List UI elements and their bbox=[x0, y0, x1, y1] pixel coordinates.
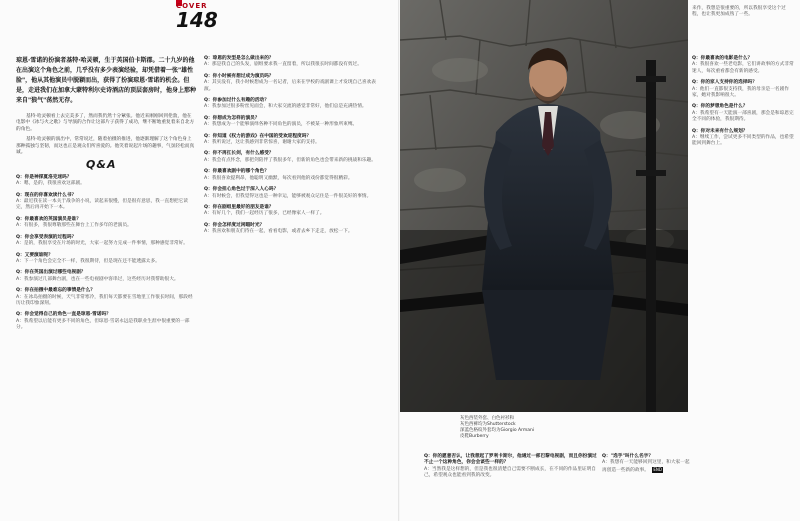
answer: A：是的，我很享受在片场的时光，大家一起努力完成一件事情，那种感觉非常好。 bbox=[16, 241, 188, 247]
answer: A：有好几个，我们一起经历了很多，已经像家人一样了。 bbox=[204, 211, 325, 217]
answer-text: A：我想有一天能够回到这里，和大家一起再创造一些新的故事。 bbox=[602, 460, 690, 473]
question: Q：琼恩的发型是怎么做出来的？ bbox=[204, 56, 274, 61]
question: Q：你最喜欢的电影是什么？ bbox=[692, 56, 753, 61]
qa-item bbox=[204, 187, 384, 200]
question: Q：你在剧组里最好的朋友是谁？ bbox=[204, 204, 274, 210]
question: Q：你的家人支持你的选择吗？ bbox=[692, 80, 757, 86]
credit-line: 皮鞋Burberry bbox=[460, 434, 489, 439]
right-page-column bbox=[692, 56, 794, 153]
fashion-credits bbox=[460, 416, 534, 440]
question: Q：你小时候有想过成为演员吗？ bbox=[204, 73, 274, 79]
answer: A：当然我是这样想的，但是我也很清楚自己需要不断成长，在不同的作品里证明自己，希望观众也能看到我的改变。 bbox=[424, 466, 596, 479]
qa-item bbox=[204, 116, 384, 129]
question: Q：你知道《权力的游戏》在中国的受欢迎程度吗？ bbox=[204, 133, 312, 139]
qna-heading: Q&A bbox=[86, 158, 117, 172]
question: Q：你在英国出演过哪些电视剧？ bbox=[16, 270, 86, 276]
question: Q：你参加过什么有趣的活动？ bbox=[204, 98, 269, 104]
intro-paragraph: 基特·哈灵顿的演出中，常常说过，随着拍摄的推进，他逐渐理解了这个角色身上那种孤独与坚韧，而这也正是观众们所喜爱的。他笑着说起片场的趣事，气氛轻松而真诚。 bbox=[16, 137, 195, 156]
question: Q：你的梦想角色是什么？ bbox=[692, 104, 748, 110]
qa-item bbox=[16, 288, 196, 307]
qa-item bbox=[204, 151, 384, 164]
qa-item bbox=[16, 253, 196, 266]
answer: A：我很喜欢提利昂，他聪明又幽默，每次看到他的戏份都觉得很精彩。 bbox=[204, 175, 353, 181]
question: Q：你会觉得自己的角色一直是琼恩·雪诺吗？ bbox=[16, 312, 111, 318]
qa-item bbox=[16, 235, 196, 248]
credit-line: 深蓝色格纹外套均为Giorgio Armani bbox=[460, 428, 535, 433]
question: Q："选手"叫什么名字？ bbox=[602, 454, 654, 459]
end-mark: END bbox=[653, 466, 662, 472]
qa-item bbox=[16, 217, 196, 230]
page-number: 148 bbox=[176, 8, 218, 32]
answer: A：有很多，我很尊敬那些在舞台上工作多年的老演员。 bbox=[16, 223, 132, 229]
question: Q：你是神探夏洛克迷吗？ bbox=[16, 174, 72, 180]
qa-item bbox=[204, 98, 384, 111]
credit-line: 灰色西裤均为Shutterstock bbox=[460, 422, 516, 427]
question: Q：你不再扛长剑，有什么感受？ bbox=[204, 151, 274, 157]
section-tag: COVER bbox=[176, 2, 208, 10]
question: Q：你最喜欢的英国演员是谁？ bbox=[16, 216, 81, 222]
bottom-qa-left bbox=[424, 454, 598, 480]
answer: A：那是我自己的头发，剧组要求我一直留着，所以我很长时间都没有剪过。 bbox=[204, 62, 362, 68]
answer: A：我参加过很多粉丝见面会，和大家交流的感觉非常好，他们总是充满热情。 bbox=[204, 104, 367, 110]
page-header bbox=[176, 2, 218, 32]
answer: A：我希望有一天能演一部喜剧，那会是和琼恩完全不同的体验，我很期待。 bbox=[692, 110, 794, 123]
left-column bbox=[16, 56, 196, 337]
question: Q：现在的你喜欢读什么书？ bbox=[16, 192, 77, 198]
qa-item bbox=[204, 223, 384, 236]
answer: A：下一个角色会完全不一样，我很期待，但是现在还不能透露太多。 bbox=[16, 258, 160, 264]
question: Q：又要演谁呢？ bbox=[16, 252, 53, 258]
qa-item bbox=[204, 169, 384, 182]
answer: A：在冰岛拍摄的时候，天气非常寒冷，我们每天都要在雪地里工作很长时间，那段经历让我印象深刻。 bbox=[16, 294, 193, 306]
right-page bbox=[400, 0, 800, 521]
qa-item bbox=[204, 205, 384, 218]
qa-item bbox=[16, 312, 196, 331]
photo-illustration bbox=[400, 0, 688, 412]
intro-paragraph: 基特·哈灵顿看上去完美多了，然而我仍然十分紧张。他近来刚刚回到伦敦，他在电影中《冰与火之歌》与导演的合作让这部片子获得了成功，继不断地重复着来自北方的角色。 bbox=[16, 114, 195, 132]
qa-item bbox=[16, 193, 196, 212]
answer: A：我听说过，这让我感到非常惊喜，谢谢大家的支持。 bbox=[204, 140, 320, 146]
portrait-photo bbox=[400, 0, 688, 412]
right-column bbox=[204, 56, 384, 241]
credit-line: 灰色西装外套、白色衬衫和 bbox=[460, 416, 514, 421]
lead-paragraph: 琼恩·雪诺的扮演者基特·哈灵顿，生于英国伯卡斯郡。二十九岁的他在出演这个角色之前，几乎没有多少表演经验，却凭借着一张"雄性脸"，他从其他演员中脱颖而出，获得了扮演琼恩·雪诺的机会。但是，走进我们在加拿大蒙特利尔史诗酒店的顶层套房时，他身上那种来自"狼气"荡然无存。 bbox=[16, 57, 197, 104]
answer: A：他们一直都很支持我，我的母亲是一名剧作家，她对我影响很大。 bbox=[692, 86, 789, 99]
answer bbox=[602, 460, 692, 474]
qa-item bbox=[692, 56, 794, 75]
answer: A：我希望以后能有更多不同的角色，但琼恩·雪诺永远是我职业生涯中很重要的一部分。 bbox=[16, 318, 190, 331]
question: Q：你最喜欢剧中的哪个角色？ bbox=[204, 169, 269, 175]
answer: A：我参演过几部舞台剧，也在一些电视剧中客串过，这些经历对我帮助很大。 bbox=[16, 276, 179, 282]
answer: A：我想成为一个能够演绎各种不同角色的演员，不被某一种形象所束缚。 bbox=[204, 122, 358, 128]
qa-item bbox=[692, 80, 794, 99]
question: Q：你会享受表演的过程吗？ bbox=[16, 234, 77, 240]
qa-item bbox=[692, 104, 794, 123]
qa-item bbox=[16, 270, 196, 283]
answer: A：我喜欢和朋友们待在一起，看看电影，或者去乡下走走，放松一下。 bbox=[204, 229, 353, 235]
answer: A：嗯，是的，我很喜欢这部剧。 bbox=[16, 181, 85, 187]
qa-item bbox=[204, 74, 384, 93]
qa-item bbox=[692, 129, 794, 148]
question: Q：你想成为怎样的演员？ bbox=[204, 115, 260, 121]
answer: A：其实没有，我小时候想成为一名记者，后来在学校的戏剧课上才发现自己喜欢表演。 bbox=[204, 80, 376, 92]
question: Q：你会怎样度过闲暇时光？ bbox=[204, 222, 265, 228]
question: Q：你的愿意否认，让我想起了罗利卡斯尔，他通过一部巴黎电视剧，而且你扮演过不止一个这种角色，你会会谈些一样的？ bbox=[424, 454, 597, 466]
right-top-text: 来作，我想是很重要的，所以我很享受这个过程，也让我更加成熟了一些。 bbox=[692, 6, 786, 18]
answer: A：我很喜欢一些老电影，它们讲故事的方式非常迷人，每次重看都会有新的感受。 bbox=[692, 62, 794, 74]
bottom-qa-right bbox=[602, 454, 692, 474]
answer: A：继续工作，尝试更多不同类型的作品，也希望能回到舞台上。 bbox=[692, 135, 794, 147]
answer: A：最近我在读一本关于战争的小说，读起来很慢，但是很有意思，我一直想把它读完，然后再开始下一本。 bbox=[16, 199, 188, 211]
qa-item bbox=[204, 56, 384, 69]
qa-item bbox=[204, 134, 384, 147]
qa-item bbox=[16, 175, 196, 188]
answer: A：有时候会，但我觉得这也是一种幸运，能够被观众记住是一件很美好的事情。 bbox=[204, 193, 372, 199]
question: Q：你对未来有什么规划？ bbox=[692, 128, 748, 134]
question: Q：你在拍摄中最难忘的事情是什么？ bbox=[16, 288, 95, 294]
answer: A：我会有点怀念，那把剑陪伴了我很多年，但新的角色也会带来新的挑战和乐趣。 bbox=[204, 157, 376, 163]
question: Q：你会担心角色过于深入人心吗？ bbox=[204, 187, 279, 193]
